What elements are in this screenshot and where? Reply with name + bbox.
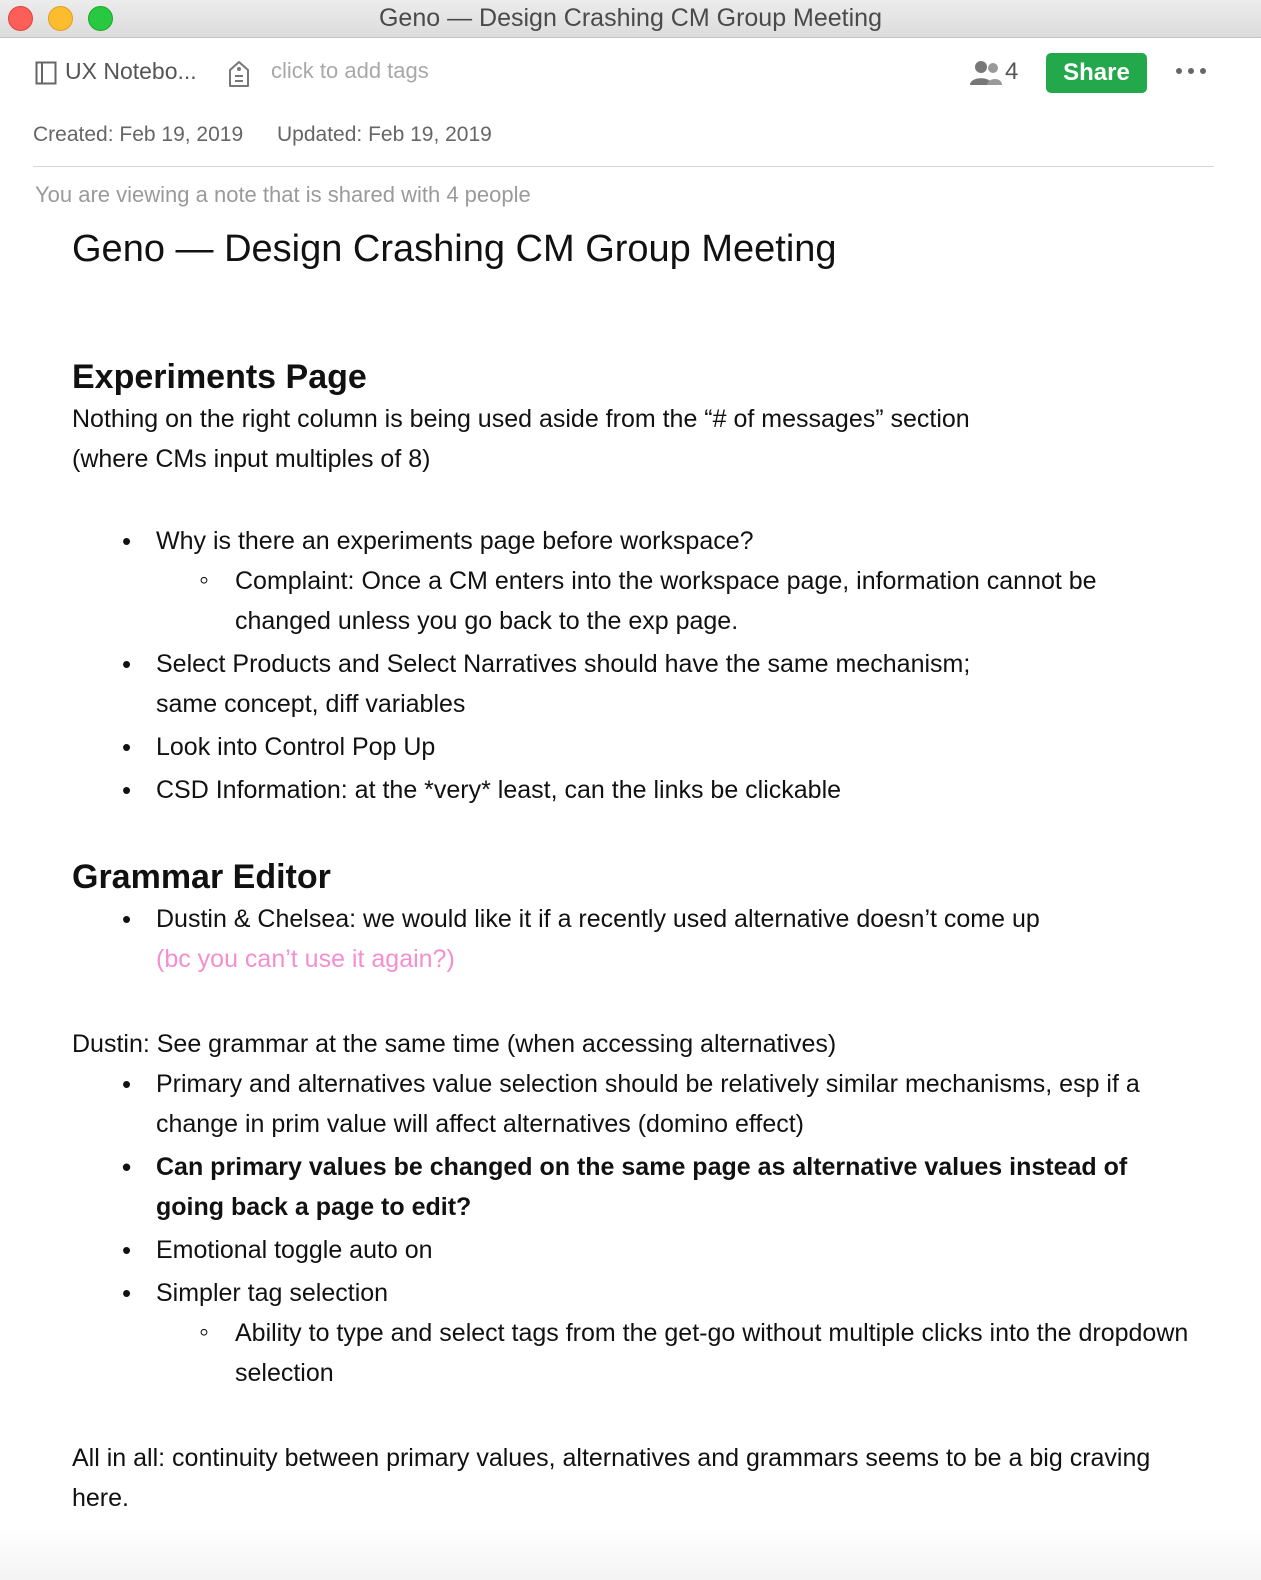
- list-item: • Simpler tag selection ◦ Ability to type and select tags from the get-go without multiple clicks into the dropdown selection: [156, 1273, 1192, 1393]
- people-count[interactable]: 4: [1005, 58, 1019, 85]
- note-title[interactable]: Geno — Design Crashing CM Group Meeting: [72, 228, 837, 270]
- note-body[interactable]: [72, 355, 1192, 1518]
- list-item: • Why is there an experiments page before workspace? ◦ Complaint: Once a CM enters into the workspace page, information cannot be changed unless you go back to the exp page.: [156, 521, 1192, 641]
- bullet-list: [72, 899, 1192, 979]
- bullet-list: [72, 521, 1192, 810]
- note-dates: [33, 123, 520, 147]
- bullet-list: [72, 1064, 1192, 1393]
- window-title: Geno — Design Crashing CM Group Meeting: [378, 4, 882, 32]
- people-icon[interactable]: [970, 60, 1004, 91]
- tags-input[interactable]: click to add tags: [271, 58, 429, 83]
- section-heading-experiments: Experiments Page: [72, 358, 367, 396]
- tag-icon[interactable]: [228, 60, 250, 93]
- section-heading-grammar: Grammar Editor: [72, 858, 331, 896]
- window-titlebar: [0, 0, 1261, 38]
- list-item: • Look into Control Pop Up: [156, 727, 1192, 767]
- notebook-name[interactable]: UX Notebo...: [65, 58, 197, 84]
- bottom-fade: [0, 1530, 1261, 1580]
- list-item: ◦ Ability to type and select tags from the get-go without multiple clicks into the dropdown selection: [235, 1313, 1192, 1393]
- list-item: • Primary and alternatives value selection should be relatively similar mechanisms, esp if a change in prim value will affect alternatives (domino effect): [156, 1064, 1192, 1144]
- paragraph: (where CMs input multiples of 8): [72, 445, 431, 473]
- list-item: ◦ Complaint: Once a CM enters into the workspace page, information cannot be changed unless you go back to the exp page.: [235, 561, 1192, 641]
- shared-notice: You are viewing a note that is shared with 4 people: [35, 182, 531, 207]
- paragraph: Dustin: See grammar at the same time (when accessing alternatives): [72, 1030, 837, 1058]
- sub-bullet-list: [156, 1313, 1192, 1393]
- header-divider: [33, 166, 1214, 167]
- more-options-icon[interactable]: [1175, 62, 1207, 80]
- pink-annotation: (bc you can’t use it again?): [156, 945, 455, 973]
- list-item: • Dustin & Chelsea: we would like it if a recently used alternative doesn’t come up (bc you can’t use it again?): [156, 899, 1192, 979]
- paragraph: Nothing on the right column is being used aside from the “# of messages” section: [72, 405, 970, 433]
- share-button[interactable]: Share: [1046, 53, 1147, 93]
- sub-bullet-list: [156, 561, 1192, 641]
- updated-date: Updated: Feb 19, 2019: [277, 123, 492, 146]
- paragraph-summary: All in all: continuity between primary values, alternatives and grammars seems to be a big craving here.: [72, 1444, 1151, 1512]
- list-item: • Emotional toggle auto on: [156, 1230, 1192, 1270]
- list-item: • Select Products and Select Narratives should have the same mechanism; same concept, diff variables: [156, 644, 1192, 724]
- list-item: • Can primary values be changed on the same page as alternative values instead of going back a page to edit?: [156, 1147, 1192, 1227]
- list-item: • CSD Information: at the *very* least, can the links be clickable: [156, 770, 1192, 810]
- notebook-icon[interactable]: [35, 61, 57, 90]
- created-date: Created: Feb 19, 2019: [33, 123, 244, 146]
